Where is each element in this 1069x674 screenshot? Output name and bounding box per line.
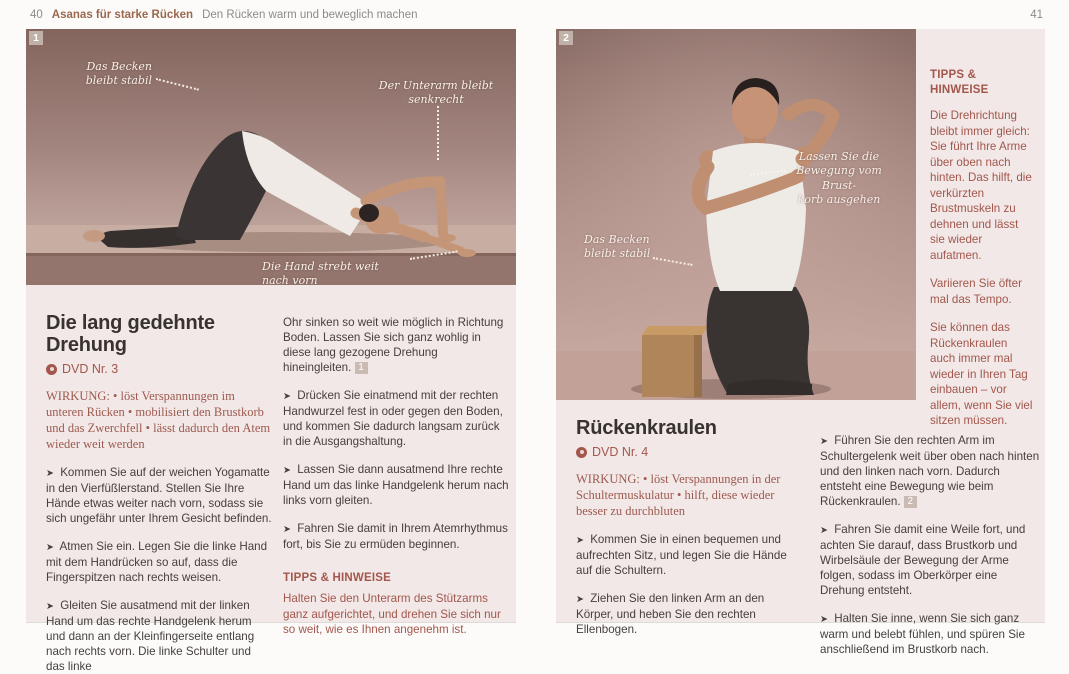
- exercise-step: ➤ Kommen Sie in einen bequemen und aufrechten Sitz, und legen Sie die Hände auf die Schultern.: [576, 533, 787, 577]
- arrow-bullet-icon: ➤: [820, 525, 828, 536]
- exercise-step: ➤ Fahren Sie damit eine Weile fort, und achten Sie darauf, dass Brustkorb und Wirbelsäule der Bewegung der Arme folgen, sodass im Oberkörper eine Drehung entsteht.: [820, 523, 1026, 597]
- exercise2-photo: [556, 29, 916, 400]
- exercise-step: ➤ Drücken Sie einatmend mit der rechten Handwurzel fest in oder gegen den Boden, und kommen Sie dadurch langsam zurück in die Ausgangshaltung.: [283, 389, 503, 448]
- dvd-reference: [576, 445, 802, 459]
- chest-annotation: [786, 150, 892, 207]
- sidebar-paragraphs: [930, 108, 1034, 429]
- continued-paragraph: Ohr sinken so weit wie möglich in Richtung Boden. Lassen Sie sich ganz wohlig in diese lang gezogene Drehung hineingleiten. 1: [283, 316, 504, 374]
- exercise-step: ➤ Führen Sie den rechten Arm im Schultergelenk weit über oben nach hinten und den linken nach vorn. Dadurch entsteht eine Bewegung wie beim Rückenkraulen. 2: [820, 434, 1040, 508]
- dvd-label: DVD Nr. 4: [592, 445, 649, 459]
- exercise2-column-left: [576, 417, 802, 637]
- pelvis-annotation: [584, 233, 658, 262]
- exercise-step: ➤ Kommen Sie auf der weichen Yogamatte in den Vierfüßlerstand. Stellen Sie Ihre Hände etwas weiter nach vorn, sodass sie sich ungefähr unter Ihrem Gesicht befinden.: [46, 466, 272, 525]
- arrow-bullet-icon: ➤: [46, 542, 54, 553]
- forearm-annotation: [378, 79, 494, 108]
- exercise1-photo: [26, 29, 516, 285]
- arrow-bullet-icon: ➤: [576, 594, 584, 605]
- arrow-bullet-icon: ➤: [820, 436, 828, 447]
- annotation-line: senkrecht: [408, 93, 464, 107]
- exercise1-title: Die lang gedehnte Drehung: [46, 312, 215, 356]
- sidebar-heading: TIPPS & HINWEISE: [930, 69, 989, 96]
- arrow-bullet-icon: ➤: [820, 614, 828, 625]
- dvd-reference: [46, 362, 272, 376]
- exercise1-column-right: [283, 315, 509, 638]
- exercise1-steps-right: [283, 388, 509, 552]
- sidebar-paragraph: Die Drehrichtung bleibt immer gleich: Sie führt Ihre Arme über oben nach hinten. Das hilft, die verkürzten Brustmuskeln zu dehnen und lässt sie wieder aufatmen.: [930, 109, 1032, 262]
- annotation-line: Die Hand strebt weit nach vorn: [262, 260, 379, 285]
- exercise2-column-right: [820, 420, 1042, 657]
- exercise-step: ➤ Gleiten Sie ausatmend mit der linken Hand um das rechte Handgelenk herum und dann an der Kleinfingerseite entlang nach rechts vorn. Die linke Schulter und das linke: [46, 599, 255, 673]
- exercise-step: ➤ Ziehen Sie den linken Arm an den Körper, und heben Sie den rechten Ellenbogen.: [576, 592, 765, 636]
- annotation-line: bleibt stabil: [584, 247, 651, 261]
- dvd-disc-icon: [576, 447, 587, 458]
- left-page: [26, 29, 516, 673]
- exercise1-steps-left: [46, 465, 272, 674]
- tips-text: Halten Sie den Unterarm des Stützarms ganz aufgerichtet, und drehen Sie sich nur so weit, wie es Ihnen angenehm ist.: [283, 592, 501, 636]
- left-page-number: 40: [30, 9, 43, 21]
- photo-number-badge: 1: [29, 31, 43, 45]
- tips-sidebar: [930, 68, 1034, 442]
- book-title: Asanas für starke Rücken: [51, 9, 194, 21]
- dvd-disc-icon: [46, 364, 57, 375]
- exercise-step: ➤ Fahren Sie damit in Ihrem Atemrhythmus fort, bis Sie zu ermüden beginnen.: [283, 522, 508, 551]
- sidebar-paragraph: Sie können das Rückenkraulen auch immer mal wieder in Ihren Tag einbauen – vor allem, wenn Sie viel sitzen müssen.: [930, 321, 1033, 427]
- annotation-leader-line: [437, 106, 439, 160]
- hand-annotation: [262, 260, 408, 285]
- annotation-line: Lassen Sie die: [798, 150, 880, 163]
- annotation-line: Das Becken: [584, 233, 650, 246]
- annotation-line: bleibt stabil: [85, 74, 152, 88]
- header-left: [30, 9, 426, 21]
- right-page-number: 41: [1030, 9, 1043, 21]
- exercise-step: ➤ Halten Sie inne, wenn Sie sich ganz warm und belebt fühlen, und spüren Sie anschließend im Brustkorb nach.: [820, 612, 1025, 656]
- arrow-bullet-icon: ➤: [46, 468, 54, 479]
- arrow-bullet-icon: ➤: [283, 465, 291, 476]
- photo-ref-badge: 2: [904, 496, 917, 508]
- pelvis-annotation: [66, 60, 152, 89]
- exercise-step: ➤ Atmen Sie ein. Legen Sie die linke Hand mit dem Handrücken so auf, dass die Fingerspitzen nach rechts weisen.: [46, 540, 268, 584]
- photo-ref-badge: 1: [355, 362, 368, 374]
- exercise2-title: Rückenkraulen: [576, 417, 717, 439]
- chapter-title: Den Rücken warm und beweglich machen: [202, 9, 418, 21]
- photo-number-badge: 2: [559, 31, 573, 45]
- yoga-pose-illustration: [556, 29, 916, 400]
- annotation-line: korb ausgehen: [797, 192, 881, 206]
- sidebar-paragraph: Variieren Sie öfter mal das Tempo.: [930, 277, 1022, 306]
- exercise2-steps-left: [576, 532, 802, 637]
- tips-heading: TIPPS & HINWEISE: [283, 572, 391, 584]
- exercise2-steps-right: [820, 433, 1042, 657]
- page-header: [30, 9, 1043, 21]
- annotation-line: Das Becken: [86, 60, 152, 73]
- right-page: [556, 29, 1045, 656]
- arrow-bullet-icon: ➤: [46, 601, 54, 612]
- dvd-label: DVD Nr. 3: [62, 362, 119, 376]
- exercise1-column-left: [46, 312, 272, 674]
- arrow-bullet-icon: ➤: [576, 535, 584, 546]
- annotation-line: Bewegung vom Brust-: [796, 164, 882, 192]
- effect-description: WIRKUNG: • löst Verspannungen im unteren Rücken • mobilisiert den Brustkorb und das Zwerchfell • lässt dadurch den Atem wieder weit werden: [46, 389, 271, 451]
- arrow-bullet-icon: ➤: [283, 524, 291, 535]
- effect-description: WIRKUNG: • löst Verspannungen in der Schultermuskulatur • hilft, diese wieder besser zu durchbluten: [576, 472, 781, 518]
- exercise-step: ➤ Lassen Sie dann ausatmend Ihre rechte Hand um das linke Handgelenk herum nach links vorn gleiten.: [283, 463, 509, 507]
- arrow-bullet-icon: ➤: [283, 391, 291, 402]
- annotation-line: Der Unterarm bleibt: [378, 79, 494, 92]
